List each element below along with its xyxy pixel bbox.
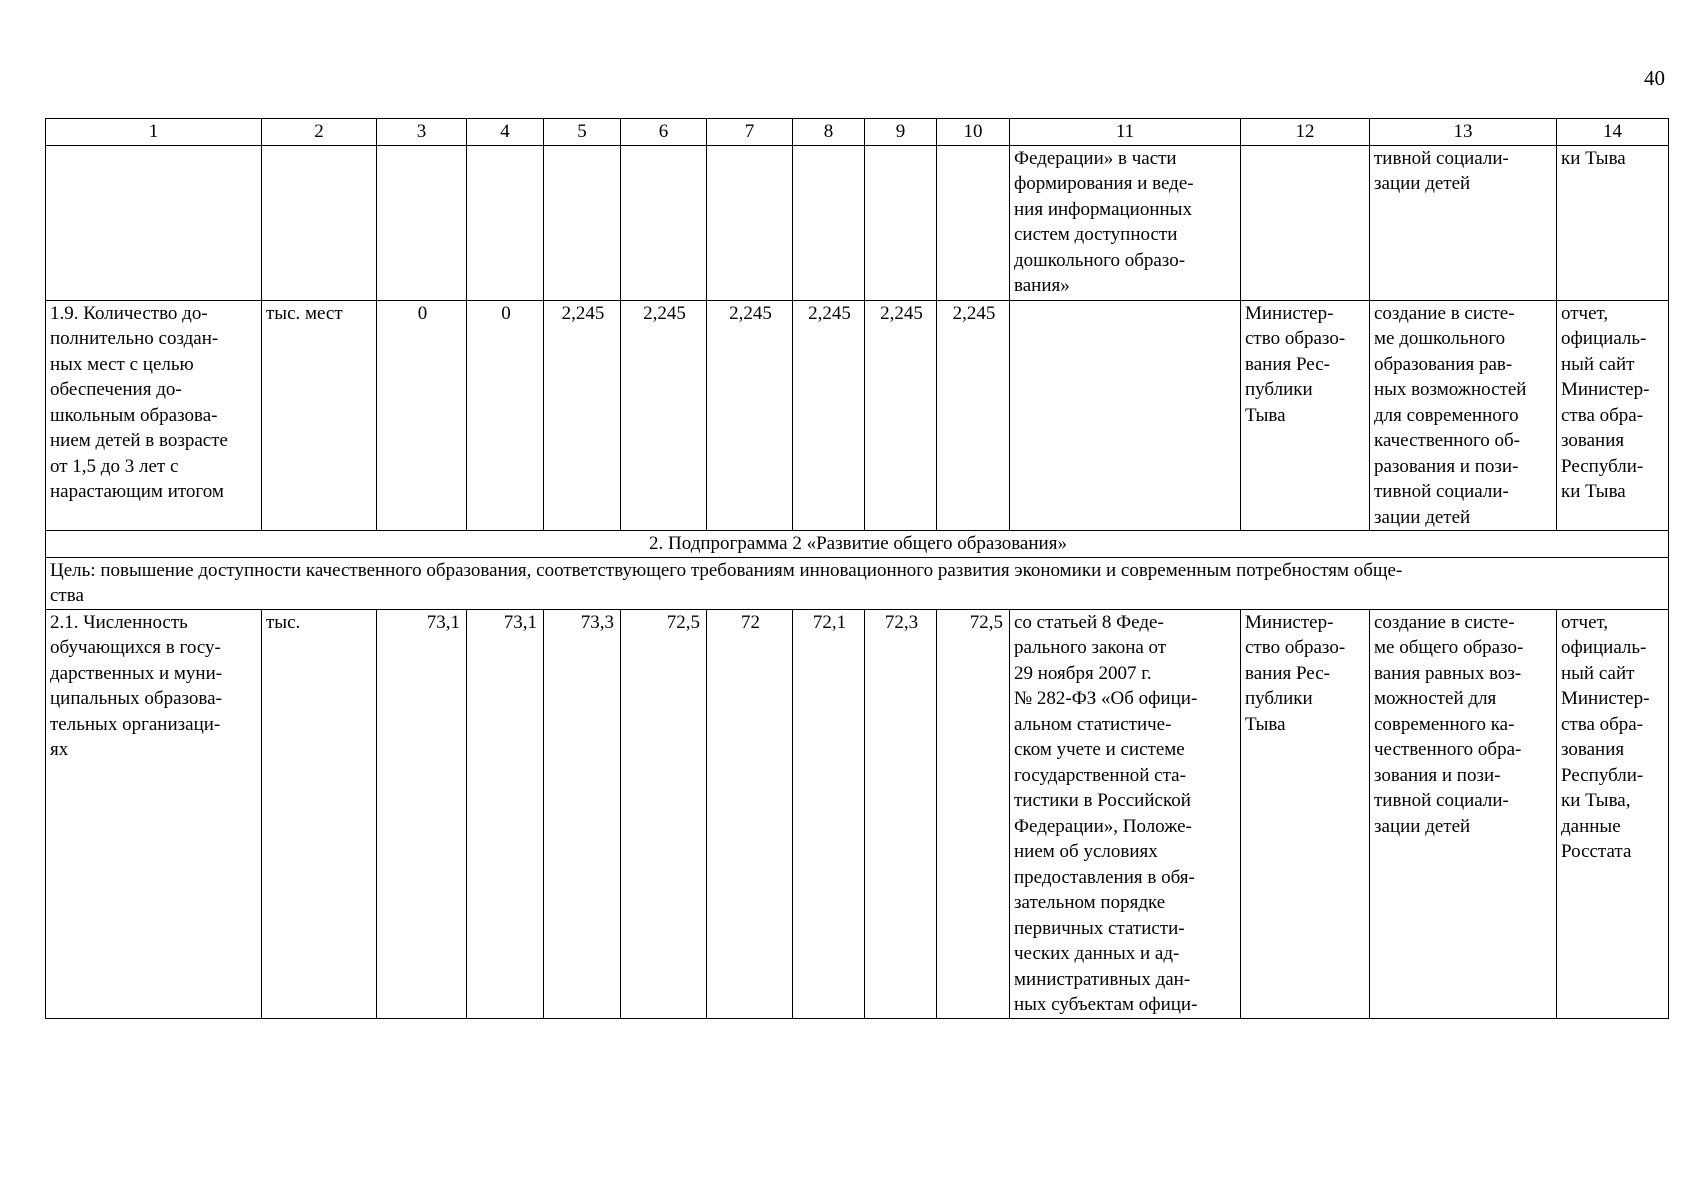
column-header: 8 <box>793 119 865 146</box>
value-cell: 2,245 <box>937 300 1010 531</box>
table-cell <box>262 145 377 300</box>
table-cell <box>544 145 621 300</box>
column-header: 3 <box>377 119 467 146</box>
indicator-row-2-1 <box>46 609 1669 1018</box>
value-cell: 72,5 <box>937 609 1010 1018</box>
legal-basis-cell: со статьей 8 Феде- рального закона от 29 ноября 2007 г. № 282-ФЗ «Об офици- альном статистиче- ском учете и системе государственной ста- тистики в Российской Федерации», Положе- нием об условиях предоставления в обя- зательном порядке первичных статисти- ческих данных и ад- министративных дан- ных субъектам офици- <box>1010 609 1241 1018</box>
table-cell <box>1241 145 1370 300</box>
table-cell <box>937 145 1010 300</box>
column-header: 13 <box>1370 119 1557 146</box>
table-cell <box>621 145 707 300</box>
column-header: 12 <box>1241 119 1370 146</box>
section-title: 2. Подпрограмма 2 «Развитие общего образования» <box>46 531 1669 558</box>
column-number-row <box>46 119 1669 146</box>
column-header: 7 <box>707 119 793 146</box>
value-cell: 0 <box>467 300 544 531</box>
section-row <box>46 531 1669 558</box>
value-cell: 2,245 <box>865 300 937 531</box>
source-cell: отчет, официаль- ный сайт Министер- ства обра- зования Республи- ки Тыва, данные Росстата <box>1557 609 1669 1018</box>
table-cell <box>377 145 467 300</box>
indicator-name: 2.1. Численность обучающихся в госу- дарственных и муни- ципальных образова- тельных организаци- ях <box>46 609 262 1018</box>
value-cell: 72,1 <box>793 609 865 1018</box>
expected-result-cell: создание в систе- ме общего образо- вания равных воз- можностей для современного ка- чественного обра- зования и пози- тивной социали- зации детей <box>1370 609 1557 1018</box>
continuation-row <box>46 145 1669 300</box>
column-header: 6 <box>621 119 707 146</box>
value-cell: 2,245 <box>707 300 793 531</box>
column-header: 1 <box>46 119 262 146</box>
column-header: 4 <box>467 119 544 146</box>
value-cell: 72,5 <box>621 609 707 1018</box>
legal-basis-cell: Федерации» в части формирования и веде- ния информационных систем доступности дошкольного образо- вания» <box>1010 145 1241 300</box>
column-header: 9 <box>865 119 937 146</box>
expected-result-cell: создание в систе- ме дошкольного образования рав- ных возможностей для современного качественного об- разования и пози- тивной социали- зации детей <box>1370 300 1557 531</box>
column-header: 5 <box>544 119 621 146</box>
value-cell: 72,3 <box>865 609 937 1018</box>
unit-cell: тыс. мест <box>262 300 377 531</box>
value-cell: 2,245 <box>621 300 707 531</box>
indicator-row-1-9 <box>46 300 1669 531</box>
responsible-cell: Министер- ство образо- вания Рес- публики Тыва <box>1241 609 1370 1018</box>
source-cell: ки Тыва <box>1557 145 1669 300</box>
column-header: 11 <box>1010 119 1241 146</box>
expected-result-cell: тивной социали- зации детей <box>1370 145 1557 300</box>
value-cell: 0 <box>377 300 467 531</box>
responsible-cell: Министер- ство образо- вания Рес- публики Тыва <box>1241 300 1370 531</box>
value-cell: 2,245 <box>793 300 865 531</box>
goal-text: Цель: повышение доступности качественного образования, соответствующего требованиям инновационного развития экономики и современным потребностям обще- ства <box>46 557 1669 609</box>
column-header: 10 <box>937 119 1010 146</box>
table-cell <box>865 145 937 300</box>
column-header: 14 <box>1557 119 1669 146</box>
table-cell <box>793 145 865 300</box>
legal-basis-cell <box>1010 300 1241 531</box>
value-cell: 73,1 <box>377 609 467 1018</box>
page-number: 40 <box>1644 66 1665 90</box>
indicators-table <box>45 118 1669 1019</box>
value-cell: 72 <box>707 609 793 1018</box>
value-cell: 73,3 <box>544 609 621 1018</box>
column-header: 2 <box>262 119 377 146</box>
table-cell <box>467 145 544 300</box>
value-cell: 2,245 <box>544 300 621 531</box>
goal-row <box>46 557 1669 609</box>
unit-cell: тыс. <box>262 609 377 1018</box>
table-cell <box>46 145 262 300</box>
source-cell: отчет, официаль- ный сайт Министер- ства обра- зования Республи- ки Тыва <box>1557 300 1669 531</box>
indicator-name: 1.9. Количество до- полнительно создан- ных мест с целью обеспечения до- школьным образова- нием детей в возрасте от 1,5 до 3 лет с нарастающим итогом <box>46 300 262 531</box>
table-cell <box>707 145 793 300</box>
value-cell: 73,1 <box>467 609 544 1018</box>
